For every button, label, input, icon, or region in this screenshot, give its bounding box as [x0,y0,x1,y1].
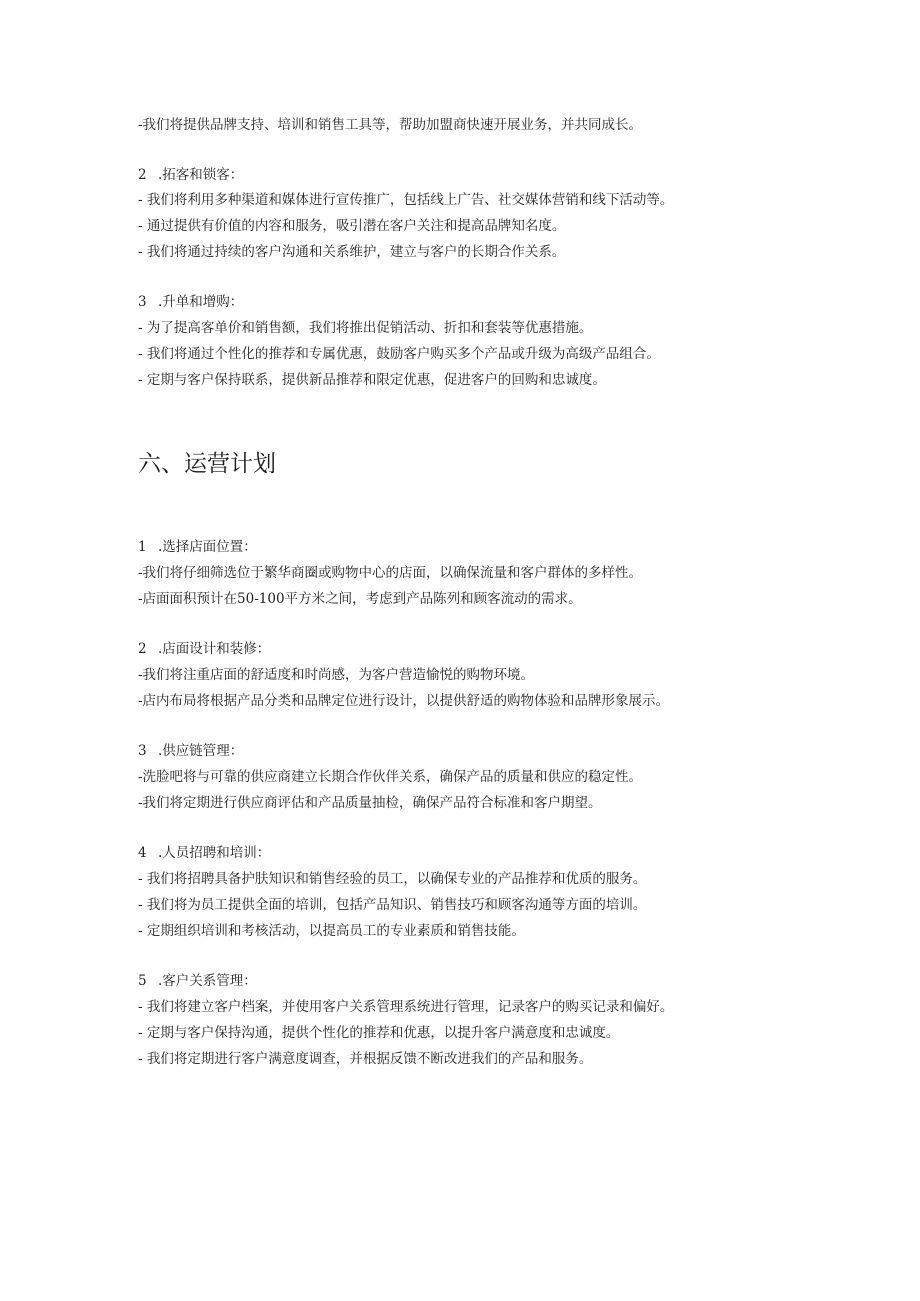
list-heading [138,292,243,312]
list-heading-number: 2 [138,167,147,183]
list-item: -我们将注重店面的舒适度和时尚感，为客户营造愉悦的购物环境。 [138,667,535,683]
list-heading-number: 3 [138,294,147,310]
list-heading [138,537,257,557]
list-heading-number: 5 [138,973,147,989]
list-heading-title: .选择店面位置： [158,539,257,555]
list-heading-title: .拓客和锁客： [158,167,244,183]
list-heading-title: .客户关系管理： [158,973,257,989]
intro-line: -我们将提供品牌支持、培训和销售工具等，帮助加盟商快速开展业务，并共同成长。 [138,117,643,133]
list-item: - 我们将建立客户档案，并使用客户关系管理系统进行管理，记录客户的购买记录和偏好。 [138,999,674,1015]
list-item: -店面面积预计在50-100平方米之间，考虑到产品陈列和顾客流动的需求。 [138,591,582,607]
list-heading [138,741,243,761]
list-item: -我们将仔细筛选位于繁华商圈或购物中心的店面，以确保流量和客户群体的多样性。 [138,565,643,581]
list-item: - 我们将通过个性化的推荐和专属优惠，鼓励客户购买多个产品或升级为高级产品组合。 [138,346,660,362]
list-item: - 我们将通过持续的客户沟通和关系维护，建立与客户的长期合作关系。 [138,244,566,260]
list-heading-title: .升单和增购： [158,294,244,310]
list-heading [138,639,270,659]
list-item: - 我们将利用多种渠道和媒体进行宣传推广，包括线上广告、社交媒体营销和线下活动等。 [138,192,674,208]
list-item: - 通过提供有价值的内容和服务，吸引潜在客户关注和提高品牌知名度。 [138,218,566,234]
list-heading-number: 2 [138,641,147,657]
list-heading-number: 1 [138,539,147,555]
list-item: - 我们将为员工提供全面的培训，包括产品知识、销售技巧和顾客沟通等方面的培训。 [138,897,647,913]
list-item: -洗脸吧将与可靠的供应商建立长期合作伙伴关系，确保产品的质量和供应的稳定性。 [138,769,643,785]
list-item: - 定期组织培训和考核活动，以提高员工的专业素质和销售技能。 [138,923,525,939]
list-heading-title: .人员招聘和培训： [158,845,271,861]
list-heading-title: .供应链管理： [158,743,244,759]
list-item: - 我们将定期进行客户满意度调查，并根据反馈不断改进我们的产品和服务。 [138,1051,593,1067]
list-item: - 定期与客户保持联系，提供新品推荐和限定优惠，促进客户的回购和忠诚度。 [138,372,606,388]
section-title: 六、运营计划 [138,451,276,477]
list-item: - 我们将招聘具备护肤知识和销售经验的员工，以确保专业的产品推荐和优质的服务。 [138,871,647,887]
list-heading [138,843,270,863]
list-heading-number: 3 [138,743,147,759]
list-heading-number: 4 [138,845,147,861]
list-item: - 定期与客户保持沟通，提供个性化的推荐和优惠，以提升客户满意度和忠诚度。 [138,1025,620,1041]
list-item: - 为了提高客单价和销售额，我们将推出促销活动、折扣和套装等优惠措施。 [138,320,593,336]
list-item: -店内布局将根据产品分类和品牌定位进行设计，以提供舒适的购物体验和品牌形象展示。 [138,693,670,709]
list-heading [138,971,257,991]
list-heading [138,165,243,185]
list-heading-title: .店面设计和装修： [158,641,271,657]
list-item: -我们将定期进行供应商评估和产品质量抽检，确保产品符合标准和客户期望。 [138,795,602,811]
